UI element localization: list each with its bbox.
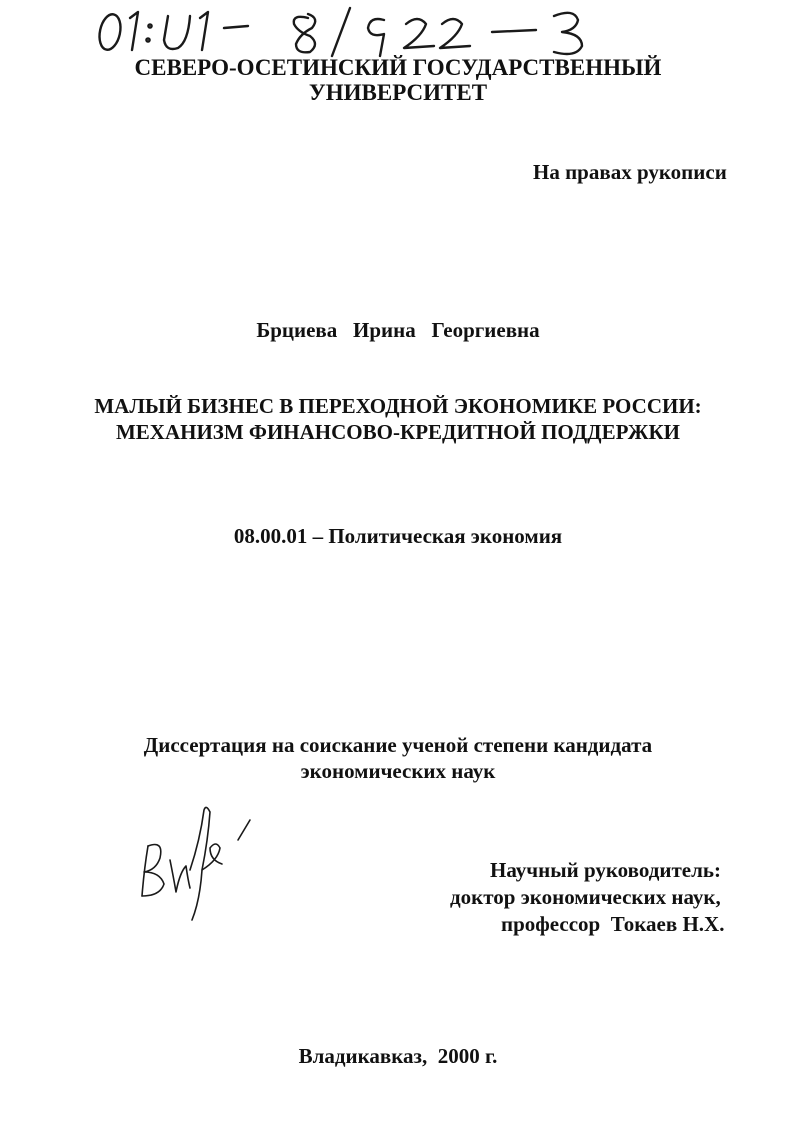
author-name: Брциева Ирина Георгиевна xyxy=(256,318,540,342)
dissertation-title-line1: МАЛЫЙ БИЗНЕС В ПЕРЕХОДНОЙ ЭКОНОМИКЕ РОССИИ: xyxy=(94,394,702,418)
place-and-year: Владикавказ, 2000 г. xyxy=(298,1044,498,1068)
degree-statement-line2: экономических наук xyxy=(300,759,496,783)
supervisor-label: Научный руководитель: xyxy=(490,858,721,882)
supervisor-degree: доктор экономических наук, xyxy=(450,885,721,909)
university-name-line1: СЕВЕРО-ОСЕТИНСКИЙ ГОСУДАРСТВЕННЫЙ xyxy=(134,55,662,80)
university-name-line2: УНИВЕРСИТЕТ xyxy=(308,80,488,105)
specialty-code: 08.00.01 – Политическая экономия xyxy=(233,524,563,548)
degree-statement-line1: Диссертация на соискание ученой степени кандидата xyxy=(143,733,653,757)
manuscript-note: На правах рукописи xyxy=(533,160,727,184)
handwritten-signature xyxy=(130,800,260,925)
handwritten-archive-code xyxy=(88,2,648,60)
supervisor-name: профессор Токаев Н.Х. xyxy=(501,912,725,936)
dissertation-title-line2: МЕХАНИЗМ ФИНАНСОВО-КРЕДИТНОЙ ПОДДЕРЖКИ xyxy=(115,420,681,444)
